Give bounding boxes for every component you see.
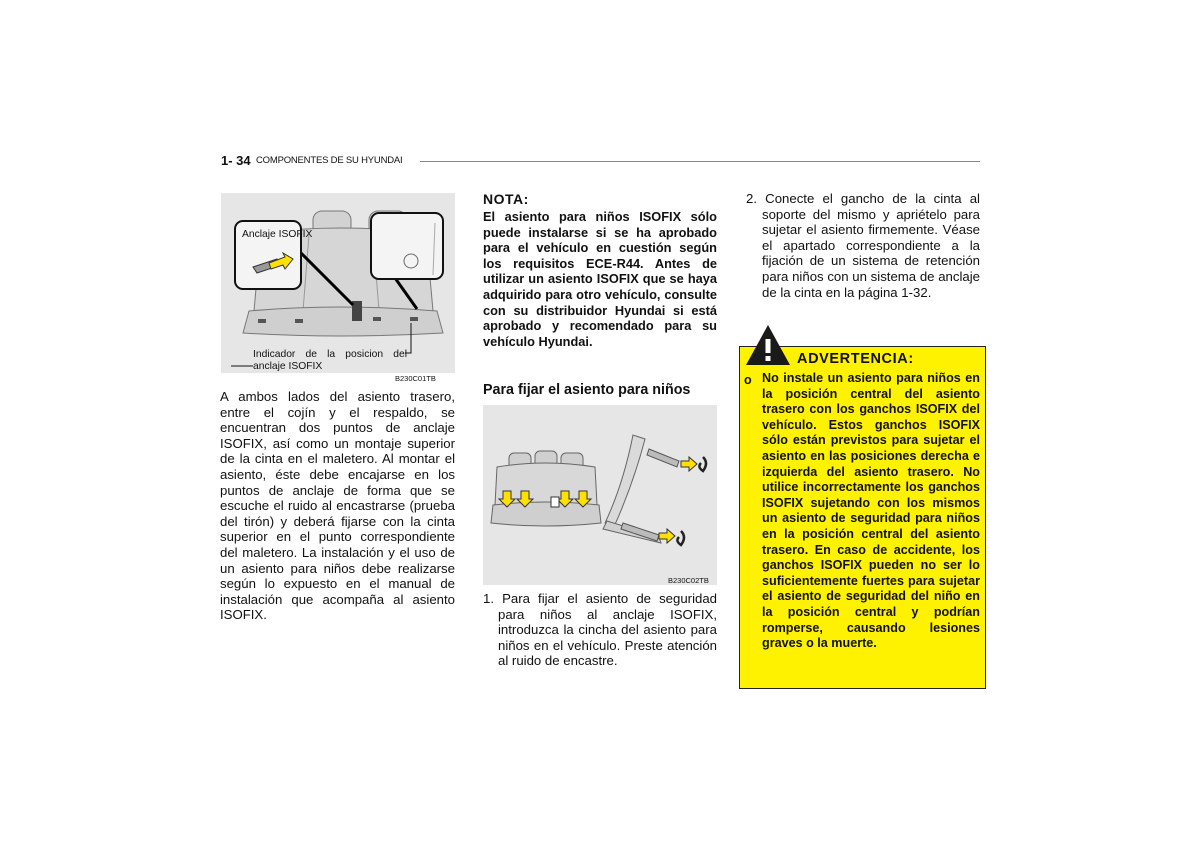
- figure1-code: B230C01TB: [395, 374, 436, 383]
- callout-anchor-label: Anclaje ISOFIX: [242, 229, 313, 240]
- rear-seat-illustration: [221, 193, 455, 373]
- isofix-description: A ambos lados del asiento trasero, entre el cojín y el respaldo, se encuentran dos puntos de anclaje ISOFIX, así como un montaje superior de la cinta en el maletero. Al montar el asiento, éste debe encajarse en los puntos de anclaje de forma que se escuche el ruido al encastrarse (prueba del tirón) y deberá fijarse con la cinta superior en el punto correspondiente del maletero. La instalación y el uso de un asiento para niños debe realizarse según lo expuesto en el manual de instalación que acompaña al asiento ISOFIX.: [220, 389, 455, 623]
- step-2: 2. Conecte el gancho de la cinta al soporte del mismo y apriételo para sujetar el asiento firmemente. Véase el apartado correspondiente a la fijación de un sistema de retención para niños con un sistema de anclaje de la cinta en la página 1-32.: [746, 191, 980, 300]
- warning-title: ADVERTENCIA:: [797, 351, 914, 367]
- section-title: COMPONENTES DE SU HYUNDAI: [256, 155, 403, 166]
- page-number: 1- 34: [221, 153, 251, 168]
- callout-indicator-label: Indicador de la posicion del anclaje ISOFIX: [253, 349, 407, 372]
- note-heading: NOTA:: [483, 191, 529, 207]
- figure2-code: B230C02TB: [668, 576, 709, 585]
- figure-isofix-anchors: [221, 193, 455, 373]
- child-seat-fixing-illustration: [483, 405, 717, 585]
- warning-body: No instale un asiento para niños en la posición central del asiento trasero con los ganchos ISOFIX del vehículo. Estos ganchos ISOFIX sólo están previstos para sujetar el asiento en las posiciones derecha e izquierda del asiento trasero. No utilice incorrectamente los ganchos ISOFIX sujetando con los mismos un asiento de seguridad para niños en la posición central del asiento trasero. En caso de accidente, los ganchos ISOFIX pueden no ser lo suficientemente fuertes para sujetar el asiento de seguridad del niño en la posición central y podrían romperse, causando lesiones graves o la muerte.: [762, 371, 980, 651]
- warning-bullet: o: [744, 373, 752, 387]
- figure-fixing-child-seat: [483, 405, 717, 585]
- header-rule: [420, 161, 980, 162]
- warning-triangle-icon: [744, 323, 792, 367]
- step-1: 1. Para fijar el asiento de seguridad para niños al anclaje ISOFIX, introduzca la cincha del asiento para niños en el vehículo. Preste atención al ruido de encastre.: [483, 591, 717, 669]
- note-body: El asiento para niños ISOFIX sólo puede instalarse si se ha aprobado para el vehículo en cuestión según los requisitos ECE-R44. Antes de utilizar un asiento ISOFIX que se haya adquirido para otro vehículo, consulte con su distribuidor Hyundai si está aprobado y recomendado para su vehículo Hyundai.: [483, 209, 717, 349]
- section-heading: Para fijar el asiento para niños: [483, 382, 691, 398]
